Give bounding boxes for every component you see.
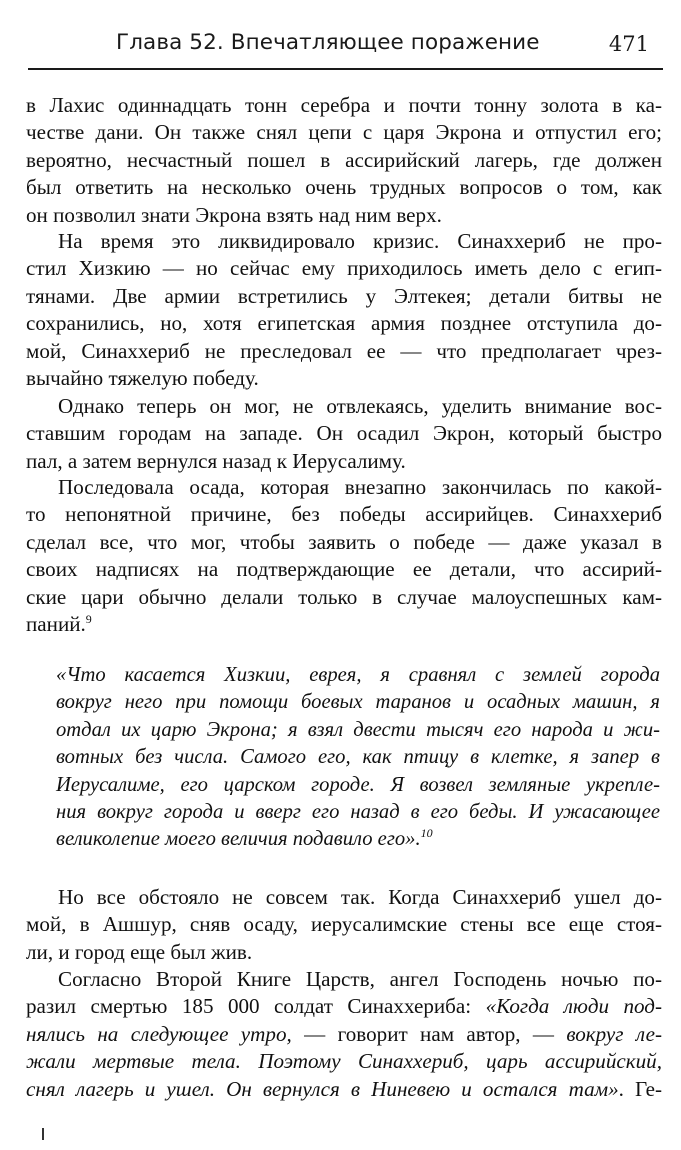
text-line: [26, 1021, 662, 1048]
footnote-ref-10: 10: [420, 826, 433, 841]
block-quote: [56, 662, 660, 854]
text-line: мой, в Ашшур, сняв осаду, иерусалимские стены все еще стоя-: [26, 912, 662, 937]
text-line: мой, Синаххериб не преследовал ее — что предполагает чрез-: [26, 338, 662, 363]
text-line: На время это ликвидировало кризис. Синаххериб не про-: [58, 229, 662, 253]
text-line: ские цари обычно делали только в случае малоуспешных кам-: [26, 584, 662, 609]
text-line: тянами. Две армии встретились у Элтекея; детали битвы не: [26, 283, 662, 308]
text-line: [26, 1048, 662, 1075]
text-line: [26, 1076, 662, 1103]
text-line: пал, а затем вернулся назад к Иерусалиму.: [26, 448, 406, 473]
quote-line: «Что касается Хизкии, еврея, я сравнял с землей города: [56, 664, 660, 686]
text-line: своих надписях на подтверждающие ее детали, что ассирий-: [26, 557, 662, 582]
text-line: в Лахис одиннадцать тонн серебра и почти тонну золота в ка-: [26, 93, 662, 117]
text-line: вычайно тяжелую победу.: [26, 365, 259, 390]
line-text-italic: вокруг ле-: [566, 1021, 662, 1046]
line-text: паний.: [26, 611, 86, 636]
text-line: сохранились, но, хотя египетская армия позднее отступила до-: [26, 311, 662, 336]
paragraph-2: [26, 228, 662, 392]
text-line: был ответить на несколько очень трудных вопросов о том, как: [26, 175, 662, 200]
quote-line: вотных без числа. Самого его, как птицу в клетке, я запер в: [56, 746, 660, 769]
quote-line: отдал их царю Экрона; я взял двести тысяч его народа и жи-: [56, 718, 660, 741]
text-line: то непонятной причине, без победы ассирийцев. Синаххериб: [26, 502, 662, 527]
line-text-italic: снял лагерь и ушел. Он вернулся в Ниневею и остался там»: [26, 1076, 619, 1101]
footnote-ref-9: 9: [85, 611, 92, 626]
quote-line: ния вокруг города и вверг его назад в его беды. И ужасающее: [56, 800, 660, 823]
paragraph-1: [26, 92, 662, 229]
paragraph-5: [26, 884, 662, 966]
text-line: [26, 611, 662, 638]
line-text: — говорит нам автор, —: [291, 1021, 567, 1046]
line-text-italic: «Когда люди под-: [485, 994, 662, 1019]
paragraph-3: [26, 393, 662, 475]
text-line: вероятно, несчастный пошел в ассирийский лагерь, где должен: [26, 147, 662, 172]
text-line: ли, и город еще был жив.: [26, 939, 253, 964]
page-number: 471: [608, 32, 649, 56]
paragraph-4: [26, 474, 662, 638]
line-text: . Ге-: [618, 1076, 662, 1101]
text-line: стил Хизкию — но сейчас ему приходилось иметь дело с егип-: [26, 256, 662, 281]
line-text: разил смертью 185 000 солдат Синаххериба:: [26, 994, 486, 1019]
text-line: Последовала осада, которая внезапно закончилась по какой-: [58, 475, 662, 499]
line-text-italic: нялись на следующее утро,: [26, 1021, 292, 1046]
quote-line: [56, 826, 660, 853]
quote-line: вокруг него при помощи боевых таранов и осадных машин, я: [56, 691, 660, 714]
scan-mark: [42, 1128, 44, 1140]
running-header: [28, 26, 661, 66]
text-line: Но все обстояло не совсем так. Когда Синаххериб ушел до-: [58, 885, 662, 909]
chapter-title: Глава 52. Впечатляющее поражение: [116, 30, 540, 55]
line-text-italic: жали мертвые тела. Поэтому Синаххериб, царь ассирийский,: [26, 1049, 662, 1074]
paragraph-6: [26, 966, 662, 1103]
text-line: честве дани. Он также снял цепи с царя Экрона и отпустил его;: [26, 120, 662, 145]
text-line: сделал все, что мог, чтобы заявить о победе — даже указал в: [26, 529, 662, 554]
text-line: ставшим городам на западе. Он осадил Экрон, который быстро: [26, 421, 662, 446]
text-line: Однако теперь он мог, не отвлекаясь, уделить внимание вос-: [58, 394, 662, 418]
quote-line: Иерусалиме, его царском городе. Я возвел земляные укрепле-: [56, 773, 660, 796]
text-line: [26, 993, 662, 1020]
line-text: великолепие моего величия подавило его».: [56, 828, 421, 851]
header-rule: [28, 68, 663, 70]
text-line: он позволил знати Экрона взять над ним верх.: [26, 202, 442, 227]
text-line: Согласно Второй Книге Царств, ангел Господень ночью по-: [58, 967, 662, 991]
